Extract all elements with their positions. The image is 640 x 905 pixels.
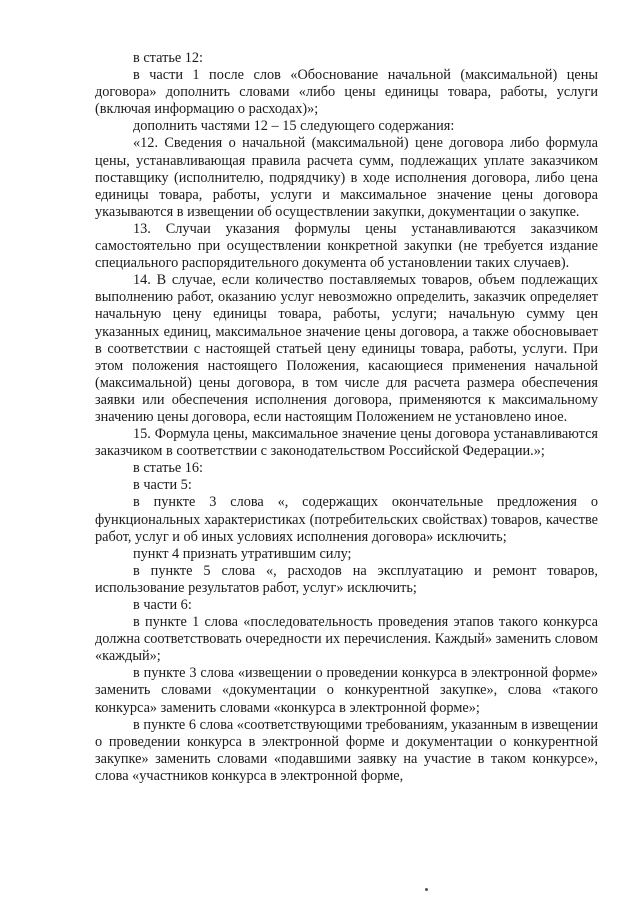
paragraph-part-5: в части 5: bbox=[133, 477, 192, 494]
paragraph-part-6-point-3: в пункте 3 слова «извещении о проведении конкурса в электронной форме» заменить словами «документации о конкурентной закупке», слова «такого конкурса» заменить словами «конкурса в электронной форме»; bbox=[95, 665, 598, 716]
paragraph-item-12: «12. Сведения о начальной (максимальной) цене договора либо формула цены, устанавливающая правила расчета сумм, подлежащих уплате заказчиком поставщику (исполнителю, подрядчику) в ходе исполнения договора, либо цена единицы товара, работы, услуги и максимальное значение цены договора указываются в извещении об осуществлении закупки, документации о закупке. bbox=[95, 135, 598, 220]
paragraph-item-15: 15. Формула цены, максимальное значение цены договора устанавливаются заказчиком в соответствии с законодательством Российской Федерации.»; bbox=[95, 426, 598, 460]
scan-dot-mark bbox=[425, 888, 428, 891]
paragraph-article-12: в статье 12: bbox=[133, 50, 204, 66]
paragraph-part-6: в части 6: bbox=[133, 597, 192, 613]
paragraph-point-4: пункт 4 признать утратившим силу; bbox=[133, 545, 352, 562]
paragraph-add-parts: дополнить частями 12 – 15 следующего содержания: bbox=[133, 118, 455, 135]
document-page bbox=[95, 50, 598, 785]
paragraph-part-6-point-1: в пункте 1 слова «последовательность проведения этапов такого конкурса должна соответствовать очередности их перечисления. Каждый» заменить словом «каждый»; bbox=[95, 614, 598, 665]
paragraph-article-16: в статье 16: bbox=[133, 460, 204, 477]
paragraph-part-6-point-6: в пункте 6 слова «соответствующими требованиям, указанным в извещении о проведении конкурса в электронной форме и документации о конкурентной закупке» заменить словами «подавшими заявку на участие в таком конкурсе», слова «участников конкурса в электронной форме, bbox=[95, 716, 598, 784]
paragraph-point-3: в пункте 3 слова «, содержащих окончательные предложения о функциональных характеристиках (потребительских свойствах) товаров, качестве работ, услуг и об иных условиях исполнения договора» исключить; bbox=[95, 494, 598, 545]
paragraph-item-13: 13. Случаи указания формулы цены устанавливаются заказчиком самостоятельно при осуществлении конкретной закупки (не требуется издание специального распорядительного документа об установлении таких случаев). bbox=[95, 220, 598, 272]
paragraph-part-1: в части 1 после слов «Обоснование начальной (максимальной) цены договора» дополнить словами «либо цены единицы товара, работы, услуги (включая информацию о расходах)»; bbox=[95, 67, 598, 118]
paragraph-point-5: в пункте 5 слова «, расходов на эксплуатацию и ремонт товаров, использование результатов работ, услуг» исключить; bbox=[95, 562, 598, 596]
paragraph-item-14: 14. В случае, если количество поставляемых товаров, объем подлежащих выполнению работ, оказанию услуг невозможно определить, заказчик определяет начальную цену единицы товара, работы, услуги; начальную сумму цен указанных единиц, максимальное значение цены договора, а также обосновывает в соответствии с настоящей статьей цену единицы товара, работы, услуги. При этом положения настоящего Положения, касающиеся применения начальной (максимальной) цены договора, в том числе для расчета размера обеспечения заявки или обеспечения исполнения договора, применяются к максимальному значению цены договора, если настоящим Положением не установлено иное. bbox=[95, 272, 598, 425]
